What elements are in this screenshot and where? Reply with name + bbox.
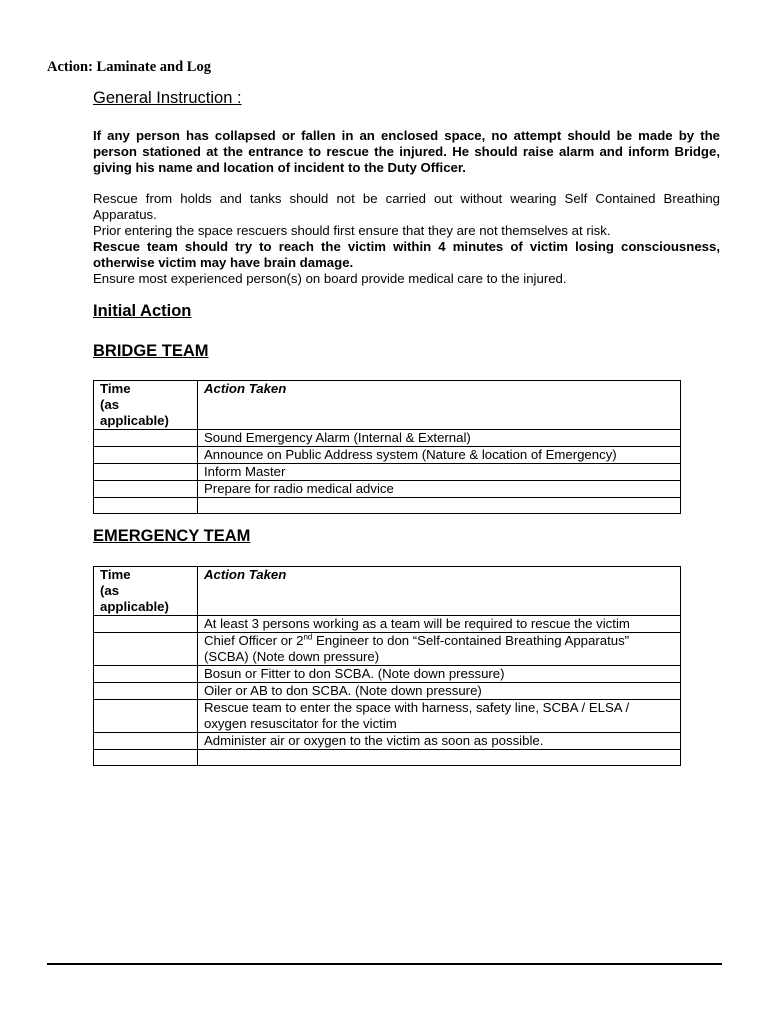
- time-cell[interactable]: [94, 464, 198, 481]
- time-cell[interactable]: [94, 430, 198, 447]
- action-cell: Administer air or oxygen to the victim as soon as possible.: [198, 733, 681, 750]
- time-cell[interactable]: [94, 733, 198, 750]
- initial-action-title: Initial Action: [93, 302, 192, 320]
- action-taken-header: Action Taken: [198, 567, 681, 616]
- instruction-medical-care: Ensure most experienced person(s) on board provide medical care to the injured.: [93, 271, 567, 286]
- table-row: [94, 447, 681, 464]
- time-cell[interactable]: [94, 666, 198, 683]
- action-cell: Inform Master: [198, 464, 681, 481]
- table-row: [94, 633, 681, 666]
- action-cell[interactable]: [198, 498, 681, 514]
- action-cell: Bosun or Fitter to don SCBA. (Note down pressure): [198, 666, 681, 683]
- time-cell[interactable]: [94, 616, 198, 633]
- table-row: [94, 700, 681, 733]
- action-cell: Prepare for radio medical advice: [198, 481, 681, 498]
- action-cell: At least 3 persons working as a team will be required to rescue the victim: [198, 616, 681, 633]
- instruction-time-limit: Rescue team should try to reach the victim within 4 minutes of victim losing consciousness, otherwise victim may have brain damage.: [93, 239, 720, 270]
- instruction-risk: Prior entering the space rescuers should first ensure that they are not themselves at risk.: [93, 223, 611, 238]
- table-row: [94, 498, 681, 514]
- time-cell[interactable]: [94, 700, 198, 733]
- table-row: [94, 733, 681, 750]
- table-row: [94, 683, 681, 700]
- action-taken-header: Action Taken: [198, 381, 681, 430]
- table-row: [94, 481, 681, 498]
- instruction-scba: Rescue from holds and tanks should not be carried out without wearing Self Contained Breathing Apparatus.: [93, 191, 720, 222]
- bridge-team-title: BRIDGE TEAM: [93, 342, 209, 360]
- general-instruction-title: General Instruction :: [93, 89, 242, 107]
- bridge-team-table: [93, 380, 681, 514]
- time-cell[interactable]: [94, 750, 198, 766]
- time-cell[interactable]: [94, 447, 198, 464]
- table-row: [94, 464, 681, 481]
- action-cell: Oiler or AB to don SCBA. (Note down pressure): [198, 683, 681, 700]
- emergency-team-table: [93, 566, 681, 766]
- table-row: [94, 666, 681, 683]
- table-row: [94, 750, 681, 766]
- time-header: Time (as applicable): [94, 567, 198, 616]
- action-cell: Rescue team to enter the space with harness, safety line, SCBA / ELSA / oxygen resuscitator for the victim: [198, 700, 681, 733]
- time-cell[interactable]: [94, 481, 198, 498]
- general-instruction-warning: If any person has collapsed or fallen in an enclosed space, no attempt should be made by the person stationed at the entrance to rescue the injured. He should raise alarm and inform Bridge, giving his name and location of incident to the Duty Officer.: [93, 128, 720, 175]
- action-header: Action: Laminate and Log: [47, 59, 211, 75]
- action-cell: Announce on Public Address system (Nature & location of Emergency): [198, 447, 681, 464]
- table-header-row: [94, 567, 681, 616]
- table-header-row: [94, 381, 681, 430]
- time-cell[interactable]: [94, 683, 198, 700]
- time-cell[interactable]: [94, 633, 198, 666]
- general-instruction-details: [93, 191, 720, 287]
- table-row: [94, 616, 681, 633]
- action-cell: Chief Officer or 2nd Engineer to don “Self-contained Breathing Apparatus” (SCBA) (Note down pressure): [198, 633, 681, 666]
- time-cell[interactable]: [94, 498, 198, 514]
- emergency-team-title: EMERGENCY TEAM: [93, 527, 251, 545]
- table-row: [94, 430, 681, 447]
- action-cell: Sound Emergency Alarm (Internal & External): [198, 430, 681, 447]
- action-cell[interactable]: [198, 750, 681, 766]
- time-header: Time (as applicable): [94, 381, 198, 430]
- footer-divider: [47, 963, 722, 965]
